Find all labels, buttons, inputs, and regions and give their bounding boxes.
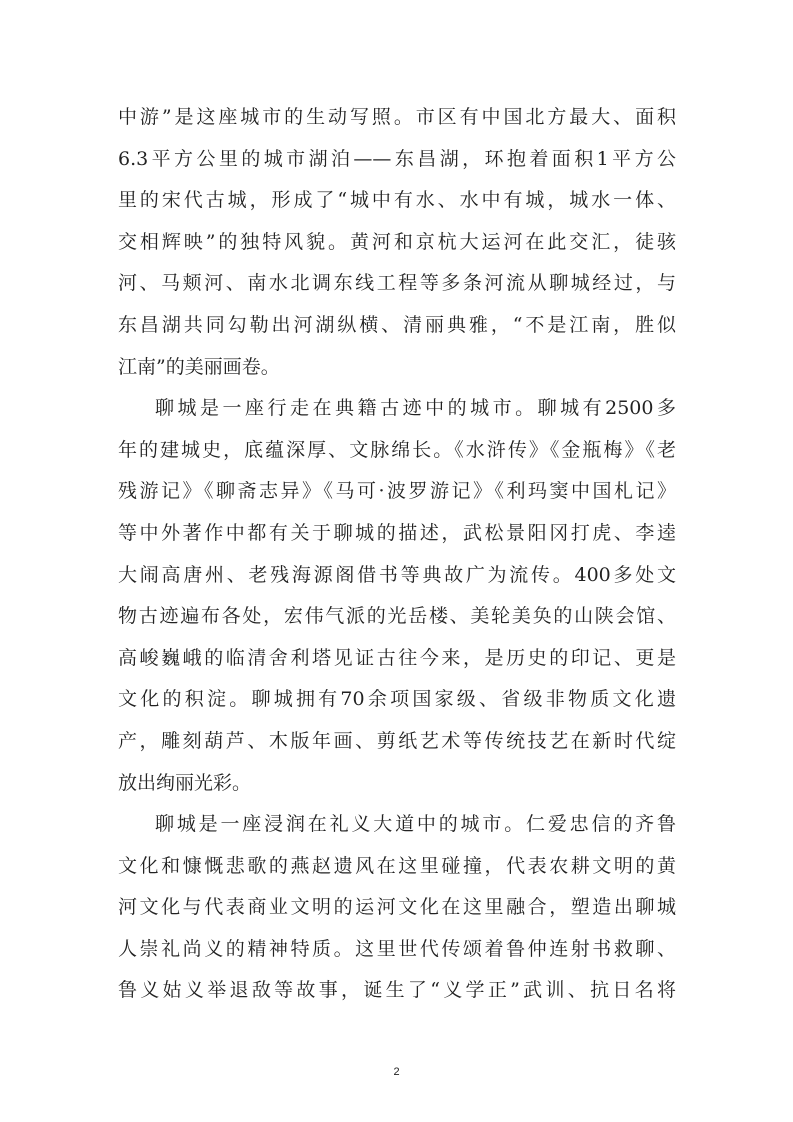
text-line: 高峻巍峨的临清舍利塔见证古往今来，是历史的印记、更是 bbox=[118, 646, 676, 669]
text-line: 聊城是一座行走在典籍古迹中的城市。聊城有2500多 bbox=[155, 397, 676, 420]
text-line: 6.3平方公里的城市湖泊——东昌湖，环抱着面积1平方公 bbox=[118, 147, 676, 170]
text-line: 鲁义姑义举退敌等故事，诞生了“义学正”武训、抗日名将 bbox=[118, 979, 676, 1002]
page-number: 2 bbox=[393, 1066, 400, 1078]
text-line: 放出绚丽光彩。 bbox=[118, 771, 252, 794]
paragraph bbox=[118, 97, 676, 388]
text-line: 人崇礼尚义的精神特质。这里世代传颂着鲁仲连射书救聊、 bbox=[118, 937, 676, 960]
text-line: 聊城是一座浸润在礼义大道中的城市。仁爱忠信的齐鲁 bbox=[155, 813, 676, 836]
text-line: 物古迹遍布各处，宏伟气派的光岳楼、美轮美奂的山陕会馆、 bbox=[118, 605, 676, 628]
text-line: 等中外著作中都有关于聊城的描述，武松景阳冈打虎、李逵 bbox=[118, 521, 676, 544]
paragraph bbox=[118, 804, 676, 1012]
text-line: 江南”的美丽画卷。 bbox=[118, 355, 280, 378]
text-line: 年的建城史，底蕴深厚、文脉绵长。《水浒传》《金瓶梅》《老 bbox=[118, 438, 676, 461]
text-line: 里的宋代古城，形成了“城中有水、水中有城，城水一体、 bbox=[118, 189, 676, 212]
text-line: 大闹高唐州、老残海源阁借书等典故广为流传。400多处文 bbox=[118, 563, 676, 586]
paragraph bbox=[118, 388, 676, 804]
text-line: 河文化与代表商业文明的运河文化在这里融合，塑造出聊城 bbox=[118, 896, 676, 919]
text-line: 中游”是这座城市的生动写照。市区有中国北方最大、面积 bbox=[118, 106, 676, 128]
text-line: 残游记》《聊斋志异》《马可·波罗游记》《利玛窦中国札记》 bbox=[118, 480, 676, 503]
text-line: 东昌湖共同勾勒出河湖纵横、清丽典雅，“不是江南，胜似 bbox=[118, 313, 676, 336]
text-line: 交相辉映”的独特风貌。黄河和京杭大运河在此交汇，徒骇 bbox=[118, 230, 676, 253]
text-line: 文化的积淀。聊城拥有70余项国家级、省级非物质文化遗 bbox=[118, 688, 676, 711]
document-body bbox=[118, 97, 676, 1012]
text-line: 文化和慷慨悲歌的燕赵遗风在这里碰撞，代表农耕文明的黄 bbox=[118, 854, 676, 877]
text-line: 产，雕刻葫芦、木版年画、剪纸艺术等传统技艺在新时代绽 bbox=[118, 729, 676, 752]
text-line: 河、马颊河、南水北调东线工程等多条河流从聊城经过，与 bbox=[118, 272, 676, 295]
